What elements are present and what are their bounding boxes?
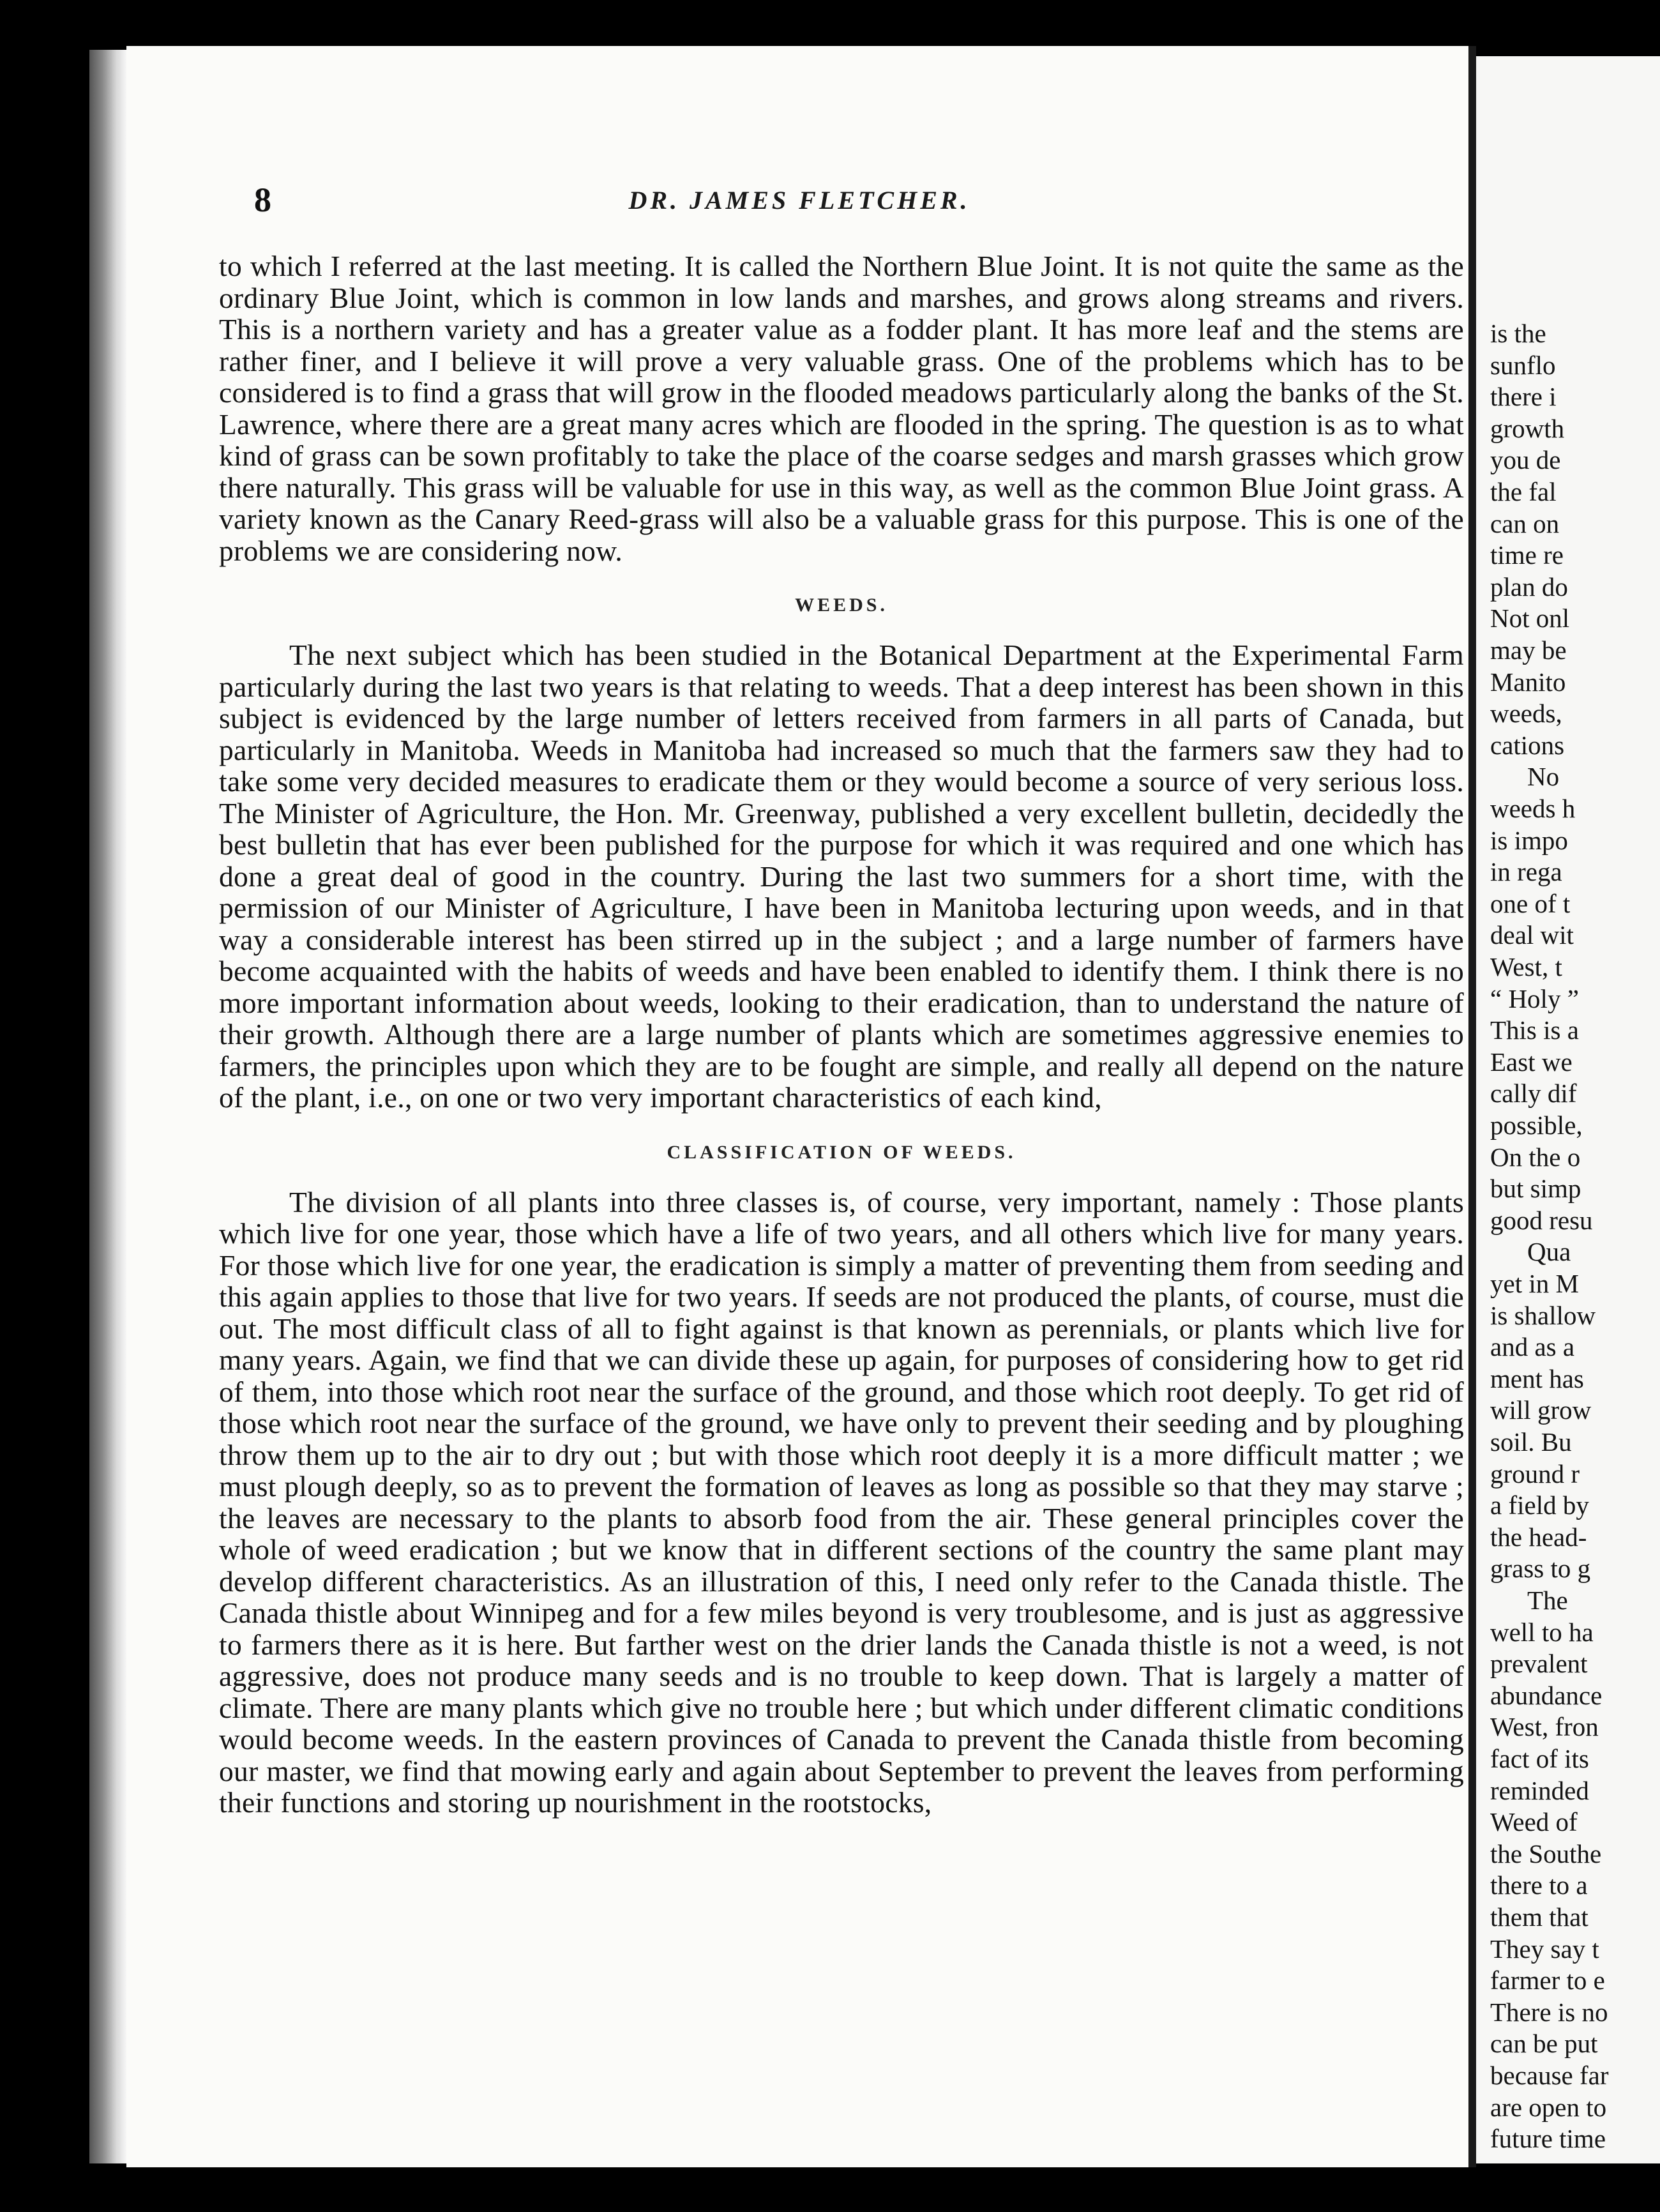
- facing-page-line: the fal: [1490, 477, 1557, 506]
- facing-page-line: This is a: [1490, 1015, 1579, 1045]
- facing-page-line: ment has: [1490, 1363, 1584, 1393]
- facing-page-line: well to ha: [1490, 1617, 1594, 1647]
- facing-page-line: soil. Bu: [1490, 1427, 1572, 1457]
- facing-page-line: a field by: [1490, 1490, 1589, 1520]
- facing-page-line: Manito: [1490, 667, 1566, 697]
- facing-page-line: reminded: [1490, 1775, 1589, 1805]
- facing-page-line: On the o: [1490, 1142, 1581, 1172]
- facing-page-line: The: [1527, 1586, 1568, 1615]
- facing-page-line: but simp: [1490, 1174, 1581, 1204]
- facing-page-line: cations: [1490, 730, 1565, 760]
- facing-page-line: West, fron: [1490, 1712, 1599, 1742]
- page-number: 8: [254, 181, 271, 219]
- running-title: DR. JAMES FLETCHER.: [628, 186, 970, 215]
- facing-page-line: Not onl: [1490, 603, 1570, 633]
- facing-page-line: East we: [1490, 1047, 1573, 1077]
- facing-page-line: sunflo: [1490, 350, 1556, 380]
- facing-page-line: in rega: [1490, 857, 1562, 887]
- facing-page-line: They say t: [1490, 1934, 1599, 1964]
- book-page: [126, 46, 1472, 2167]
- facing-page-line: Qua: [1527, 1237, 1571, 1267]
- facing-page-fragment: [1476, 56, 1660, 2163]
- facing-page-line: future time: [1490, 2124, 1606, 2154]
- facing-page-line: and as a: [1490, 1332, 1575, 1362]
- facing-page-line: abundance: [1490, 1680, 1603, 1710]
- paragraph-weeds: The next subject which has been studied in the Botanical Department at the Experimental Farm particularly during the last two years is that relating to weeds. That a deep interest has been shown in this subject is evidenced by the large number of letters received from farmers in all parts of Canada, but particularly in Manitoba. Weeds in Manitoba had increased so much that the farmers saw they had to take some very decided measures to eradicate them or they would become a source of very serious loss. The Minister of Agriculture, the Hon. Mr. Greenway, published a very excellent bulletin, decidedly the best bulletin that has ever been published for the purpose for which it was required and one which has done a great deal of good in the country. During the last two summers for a short time, with the permission of our Minister of Agriculture, I have been in Manitoba lecturing upon weeds, and in that way a considerable interest has been stirred up in the subject ; and a large number of farmers have become acquainted with the habits of weeds and have been enabled to identify them. I think there is no more important information about weeds, looking to their eradication, than to understand the nature of their growth. Although there are a large number of plants which are sometimes aggressive enemies to farmers, the principles upon which they are to be fought are simple, and really all depend on the nature of the plant, i.e., on one or two very important characteristics of each kind,: [219, 639, 1464, 1114]
- facing-page-line: the head-: [1490, 1522, 1587, 1552]
- facing-page-line: farmer to e: [1490, 1966, 1605, 1996]
- facing-page-line: is shallow: [1490, 1300, 1596, 1330]
- facing-page-line: are open to: [1490, 2092, 1607, 2122]
- facing-page-line: can on: [1490, 508, 1560, 538]
- facing-page-line: will grow: [1490, 1395, 1592, 1425]
- page-fold: [1468, 46, 1476, 2167]
- facing-page-line: there i: [1490, 382, 1557, 412]
- facing-page-line: fact of its: [1490, 1744, 1589, 1773]
- facing-page-line: West, t: [1490, 952, 1562, 981]
- facing-page-line: “ Holy ”: [1490, 983, 1579, 1013]
- section-heading-weeds: WEEDS.: [795, 595, 888, 616]
- facing-page-line: grass to g: [1490, 1554, 1591, 1584]
- facing-page-line: may be: [1490, 635, 1567, 665]
- facing-page-line: Weed of: [1490, 1807, 1578, 1837]
- facing-page-line: good resu: [1490, 1205, 1593, 1235]
- section-heading-classification: CLASSIFICATION OF WEEDS.: [667, 1141, 1016, 1163]
- paragraph-blue-joint: to which I referred at the last meeting. It is called the Northern Blue Joint. It is not quite the same as the ordinary Blue Joint, which is common in low lands and marshes, and grows along streams and rivers. This is a northern variety and has a greater value as a fodder plant. It has more leaf and the stems are rather finer, and I believe it will prove a very valuable grass. One of the problems which has to be considered is to find a grass that will grow in the flooded meadows particularly along the banks of the St. Lawrence, where there are a great many acres which are flooded in the spring. The question is as to what kind of grass can be sown profitably to take the place of the coarse sedges and marsh grasses which grow there naturally. This grass will be valuable for use in this way, as well as the common Blue Joint grass. A variety known as the Canary Reed-grass will also be a valuable grass for this purpose. This is one of the problems we are considering now.: [219, 250, 1464, 567]
- facing-page-line: there to a: [1490, 1870, 1588, 1900]
- facing-page-line: one of t: [1490, 888, 1571, 918]
- paragraph-classification: The division of all plants into three classes is, of course, very important, namely : Those plants which live for one year, those which have a life of two years, and all others which live for many years. For those which live for one year, the eradication is simply a matter of preventing them from seeding and this again applies to those that live for two years. If seeds are not produced the plants, of course, must die out. The most difficult class of all to fight against is that known as perennials, or plants which live for many years. Again, we find that we can divide these up again, for purposes of considering how to get rid of them, into those which root near the surface of the ground, and those which root deeply. To get rid of those which root near the surface of the ground, we have only to prevent their seeding and by ploughing throw them up to the air to dry out ; but with those which root deeply it is a more difficult matter ; we must plough deeply, so as to prevent the formation of leaves as long as possible so that they may starve ; the leaves are necessary to the plants to absorb food from the air. These general principles cover the whole of weed eradication ; but we know that in different sections of the country the same plant may develop different characteristics. As an illustration of this, I need only refer to the Canada thistle. The Canada thistle about Winnipeg and for a few miles beyond is very troublesome, and is just as aggressive to farmers there as it is here. But farther west on the drier lands the Canada thistle is not a weed, is not aggressive, does not produce many seeds and is no trouble to keep down. That is largely a matter of climate. There are many plants which give no trouble here ; but which under different climatic conditions would become weeds. In the eastern provinces of Canada to prevent the Canada thistle from becoming our master, we find that mowing early and again about September to prevent the leaves from performing their functions and storing up nourishment in the rootstocks,: [219, 1185, 1464, 1819]
- facing-page-line: No: [1527, 762, 1560, 792]
- facing-page-line: possible,: [1490, 1110, 1583, 1140]
- facing-page-line: plan do: [1490, 572, 1568, 602]
- facing-page-line: cally dif: [1490, 1079, 1577, 1109]
- facing-page-line: the Southe: [1490, 1838, 1602, 1868]
- facing-page-line: can be put: [1490, 2029, 1598, 2059]
- facing-page-line: weeds,: [1490, 699, 1562, 729]
- facing-page-line: you de: [1490, 445, 1561, 475]
- facing-page-line: growth: [1490, 413, 1565, 443]
- facing-page-line: yet in M: [1490, 1269, 1579, 1298]
- facing-page-line: because far: [1490, 2061, 1609, 2090]
- facing-page-line: There is no: [1490, 1997, 1608, 2027]
- facing-page-line: time re: [1490, 540, 1564, 570]
- facing-page-line: is impo: [1490, 825, 1568, 855]
- page-body: [219, 250, 1464, 1819]
- facing-page-line: weeds h: [1490, 794, 1576, 823]
- facing-page-line: is the: [1490, 319, 1546, 348]
- left-binding-edge: [89, 50, 128, 2163]
- facing-page-line: prevalent: [1490, 1649, 1588, 1679]
- facing-page-line: deal wit: [1490, 920, 1574, 950]
- facing-page-line: them that: [1490, 1902, 1588, 1932]
- facing-page-line: ground r: [1490, 1458, 1580, 1489]
